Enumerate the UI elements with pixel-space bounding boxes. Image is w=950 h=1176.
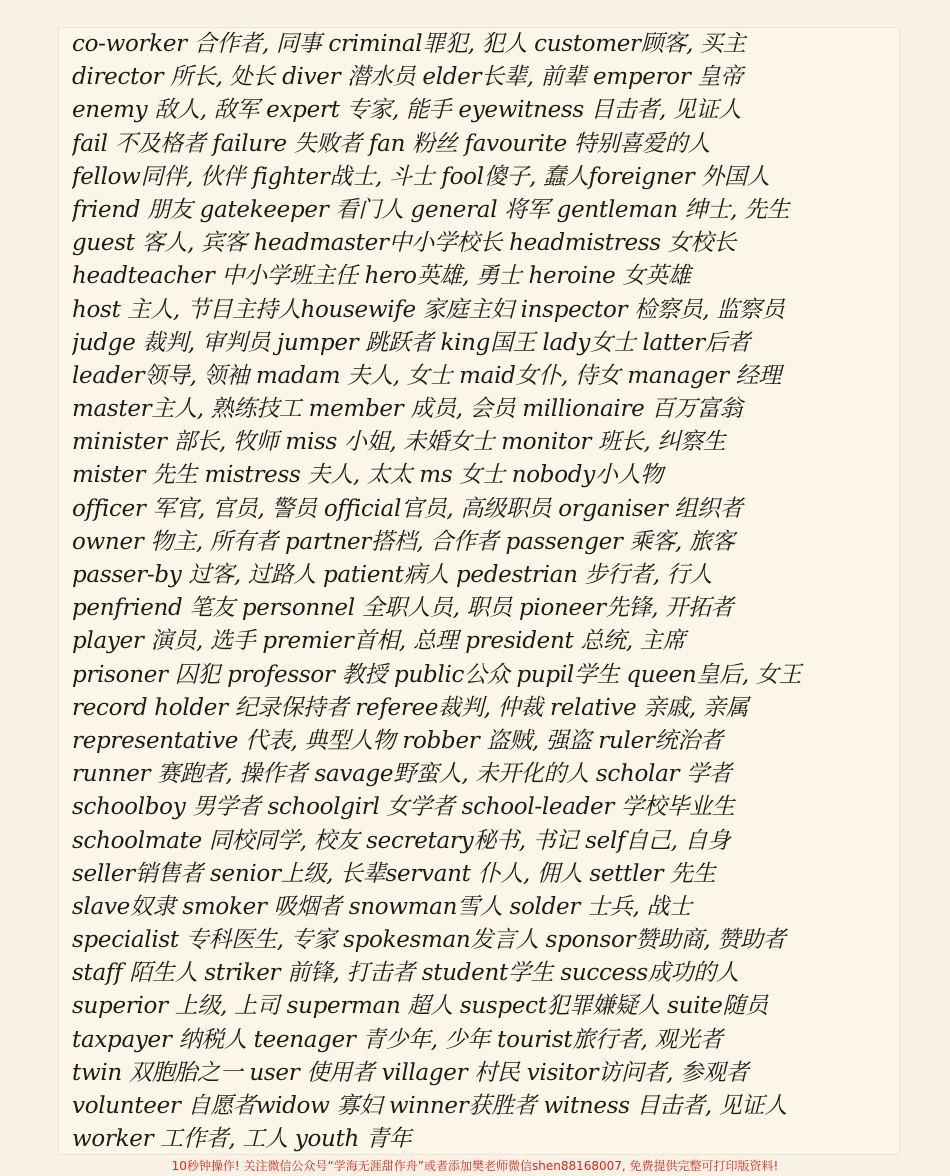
vocab-line: player 演员, 选手 premier首相, 总理 president 总统, 主席 <box>72 628 686 655</box>
vocab-line: seller销售者 senior上级, 长辈servant 仆人, 佣人 settler 先生 <box>72 860 716 887</box>
vocab-line: representative 代表, 典型人物 robber 盗贼, 强盗 ruler统治者 <box>72 727 723 754</box>
vocab-line: officer 军官, 官员, 警员 official官员, 高级职员 organiser 组织者 <box>72 495 743 522</box>
vocab-line: co-worker 合作者, 同事 criminal罪犯, 犯人 customer顾客, 买主 <box>72 31 746 57</box>
vocab-line: host 主人, 节目主持人housewife 家庭主妇 inspector 检察员, 监察员 <box>72 296 785 323</box>
vocab-line: prisoner 囚犯 professor 教授 public公众 pupil学生 queen皇后, 女王 <box>72 661 802 688</box>
vocab-line: penfriend 笔友 personnel 全职人员, 职员 pioneer先锋, 开拓者 <box>72 595 734 622</box>
vocab-line: superior 上级, 上司 superman 超人 suspect犯罪嫌疑人 suite随员 <box>72 993 768 1020</box>
footer-notice: 10秒钟操作! 关注微信公众号“学海无涯甜作舟”或者添加樊老师微信shen88168007, 免费提供完整可打印版资料! <box>171 1159 779 1173</box>
vocab-line: enemy 敌人, 敌军 expert 专家, 能手 eyewitness 目击者, 见证人 <box>72 97 742 124</box>
vocab-line: runner 赛跑者, 操作者 savage野蛮人, 未开化的人 scholar 学者 <box>72 761 732 788</box>
vocab-line: guest 客人, 宾客 headmaster中小学校长 headmistress 女校长 <box>72 230 736 257</box>
vocab-line: passer-by 过客, 过路人 patient病人 pedestrian 步行者, 行人 <box>72 562 713 588</box>
vocab-line: schoolmate 同校同学, 校友 secretary秘书, 书记 self自己, 自身 <box>72 827 731 854</box>
vocab-line: mister 先生 mistress 夫人, 太太 ms 女士 nobody小人物 <box>72 462 663 489</box>
vocab-line: headteacher 中小学班主任 hero英雄, 勇士 heroine 女英雄 <box>72 263 691 290</box>
vocab-line: judge 裁判, 审判员 jumper 跳跃者 king国王 lady女士 latter后者 <box>72 329 751 356</box>
vocab-line: volunteer 自愿者widow 寡妇 winner获胜者 witness 目击者, 见证人 <box>72 1093 787 1119</box>
vocab-line: staff 陌生人 striker 前锋, 打击者 student学生 success成功的人 <box>72 960 739 987</box>
vocab-line: leader领导, 领袖 madam 夫人, 女士 maid女仆, 侍女 manager 经理 <box>72 362 782 389</box>
vocab-line: taxpayer 纳税人 teenager 青少年, 少年 tourist旅行者, 观光者 <box>72 1026 723 1053</box>
vocab-line: owner 物主, 所有者 partner搭档, 合作者 passenger 乘客, 旅客 <box>72 528 735 555</box>
vocab-line: record holder 纪录保持者 referee裁判, 仲裁 relative 亲戚, 亲属 <box>72 694 749 721</box>
vocab-line: minister 部长, 牧师 miss 小姐, 未婚女士 monitor 班长, 纠察生 <box>72 429 726 456</box>
vocabulary-list <box>72 28 884 1156</box>
vocab-line: slave奴隶 smoker 吸烟者 snowman雪人 solder 士兵, 战士 <box>72 893 692 920</box>
vocab-line: friend 朋友 gatekeeper 看门人 general 将军 gentleman 绅士, 先生 <box>72 196 790 223</box>
vocab-line: master主人, 熟练技工 member 成员, 会员 millionaire 百万富翁 <box>72 396 743 423</box>
vocab-line: worker 工作者, 工人 youth 青年 <box>72 1126 412 1153</box>
vocab-line: director 所长, 处长 diver 潜水员 elder长辈, 前辈 emperor 皇帝 <box>72 64 743 91</box>
vocab-line: twin 双胞胎之一 user 使用者 villager 村民 visitor访问者, 参观者 <box>72 1059 749 1086</box>
vocab-line: specialist 专科医生, 专家 spokesman发言人 sponsor赞助商, 赞助者 <box>72 927 786 954</box>
vocab-line: fellow同伴, 伙伴 fighter战士, 斗士 fool傻子, 蠢人foreigner 外国人 <box>72 163 770 190</box>
vocab-line: fail 不及格者 failure 失败者 fan 粉丝 favourite 特别喜爱的人 <box>72 130 711 157</box>
vocab-line: schoolboy 男学者 schoolgirl 女学者 school-leader 学校毕业生 <box>72 794 735 821</box>
